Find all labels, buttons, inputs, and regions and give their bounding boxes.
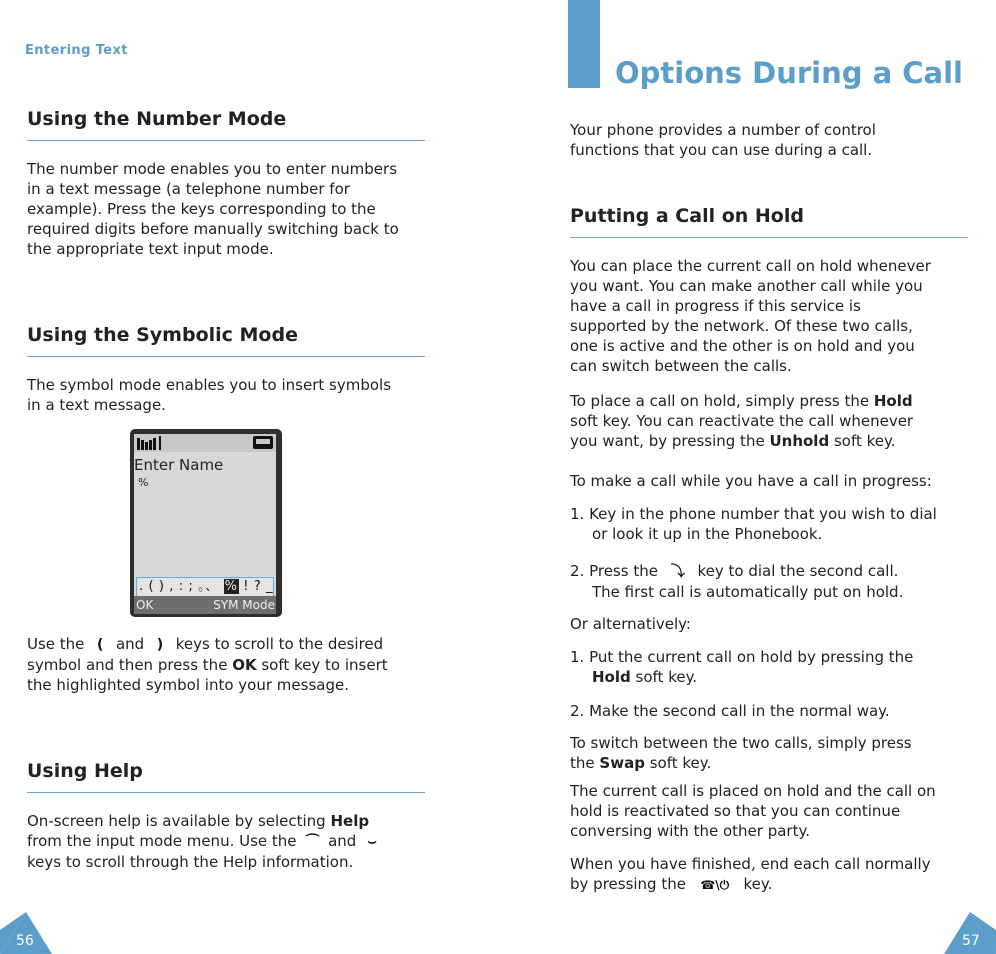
place-on-hold-paragraph: To place a call on hold, simply press the Hold soft key. You can reactivate the call whenever you want, by pressing the Unhold soft key. [570,392,914,450]
hold-rule [570,237,968,238]
help-rule [27,792,425,793]
symbol-selector-row[interactable] [136,577,274,597]
phone-screen-illustration [130,429,282,617]
step-2: 2. Press the ⤵ key to dial the second call. The first call is automatically put on hold. [570,562,904,601]
left-key-icon: ( [97,637,104,653]
hold-heading: Putting a Call on Hold [570,205,804,227]
signal-strength-icon [137,436,165,450]
reactivate-paragraph: The current call is placed on hold and the call on hold is reactivated so that you can continue conversing with the other party. [570,782,936,840]
selected-symbol[interactable]: % [224,579,238,594]
alternatively-label: Or alternatively: [570,615,691,633]
number-mode-heading: Using the Number Mode [27,108,287,130]
right-key-icon: ) [156,637,164,653]
number-mode-paragraph: The number mode enables you to enter numbers in a text message (a telephone number for example). Press the keys corresponding to the required digits before manually switching back to the appropriate text input mode. [27,160,399,258]
help-paragraph: On-screen help is available by selecting Help from the input mode menu. Use the ⌒ and ⌣ keys to scroll through the Help information. [27,812,377,871]
step-1: 1. Key in the phone number that you wish to dial or look it up in the Phonebook. [570,505,937,543]
alt-step-1: 1. Put the current call on hold by pressing the Hold soft key. [570,648,914,686]
section-label: Entering Text [25,43,128,58]
chapter-title: Options During a Call [615,56,963,90]
number-mode-rule [27,140,425,141]
phone-display [134,434,276,612]
make-call-intro: To make a call while you have a call in progress: [570,472,932,490]
ok-soft-key[interactable]: OK [136,598,154,612]
symbol-scroll-paragraph: Use the ( and ) keys to scroll to the desired symbol and then press the OK soft key to insert the highlighted symbol into your message. [27,635,388,694]
page-number-badge-left [0,912,52,954]
soft-key-bar [134,596,276,614]
right-page [498,0,996,954]
symbolic-mode-paragraph: The symbol mode enables you to insert symbols in a text message. [27,376,392,414]
end-power-key-icon: ☎\⏻ [700,878,730,892]
title-accent-bar [568,0,600,88]
send-key-icon: ⤵ [670,564,685,580]
screen-title: Enter Name [134,456,224,474]
input-text: % [138,476,149,489]
symbolic-mode-rule [27,356,425,357]
sym-mode-soft-key[interactable]: SYM Mode [213,598,275,612]
hold-paragraph: You can place the current call on hold whenever you want. You can make another call while you have a call in progress if this service is supported by the network. Of these two calls, one is active and the other is on hold and you can switch between the calls. [570,257,931,375]
symbols-before[interactable]: . ( ) , : ; 。、 [139,579,219,594]
up-key-icon: ⌒ [305,834,320,850]
help-heading: Using Help [27,760,143,782]
down-key-icon: ⌣ [367,834,377,850]
status-bar [134,434,276,452]
page-number-badge-right [944,912,996,954]
finish-paragraph: When you have finished, end each call normally by pressing the ☎\⏻ key. [570,855,931,893]
battery-icon [253,436,273,449]
symbols-after[interactable]: ! ? _ [243,579,274,594]
page-number-left: 56 [16,933,34,949]
intro-paragraph: Your phone provides a number of control functions that you can use during a call. [570,121,876,159]
alt-step-2: 2. Make the second call in the normal way. [570,702,890,720]
switch-paragraph: To switch between the two calls, simply press the Swap soft key. [570,734,912,772]
page-number-right: 57 [962,933,980,949]
symbolic-mode-heading: Using the Symbolic Mode [27,324,298,346]
